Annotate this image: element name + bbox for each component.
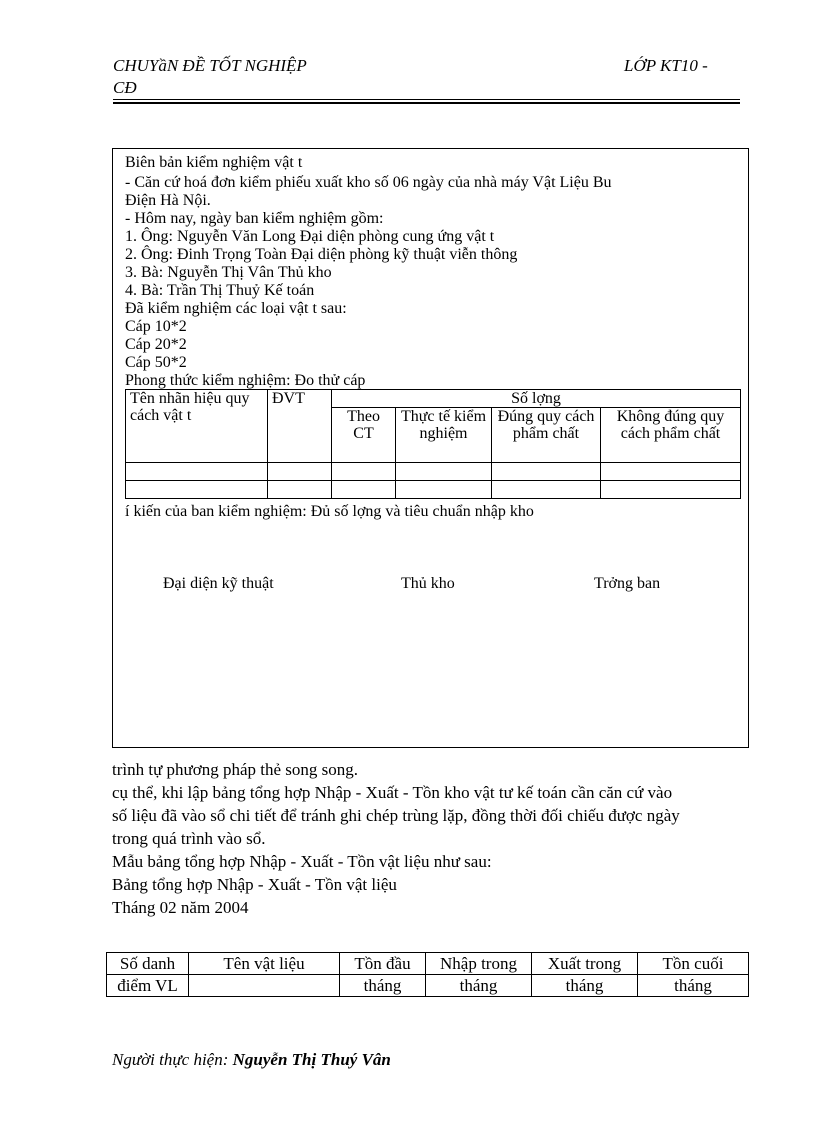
summary-header-cell: tháng	[340, 975, 426, 997]
minutes-line: 4. Bà: Trần Thị Thuỷ Kế toán	[125, 282, 315, 299]
body-line: Mẫu bảng tổng hợp Nhập - Xuất - Tồn vật liệu như sau:	[112, 852, 492, 871]
header-rule-thin	[113, 99, 740, 100]
col-unit-header: ĐVT	[268, 390, 332, 463]
table-date: Tháng 02 năm 2004	[112, 898, 249, 917]
header-left-line1: CHUYầN ĐỀ TỐT NGHIỆP	[113, 56, 307, 75]
footer-name: Nguyễn Thị Thuý Vân	[232, 1050, 391, 1069]
sub-col-header: Không đúng quy cách phẩm chất	[601, 408, 741, 463]
table-cell	[601, 481, 741, 499]
summary-header-cell	[189, 975, 340, 997]
summary-header-cell: điểm VL	[107, 975, 189, 997]
inspection-table	[125, 389, 741, 499]
minutes-line: Cáp 20*2	[125, 336, 187, 353]
summary-header-cell: Tồn cuối	[638, 953, 749, 975]
table-cell	[126, 481, 268, 499]
table-caption: Bảng tổng hợp Nhập - Xuất - Tồn vật liệu	[112, 875, 397, 894]
minutes-line: 3. Bà: Nguyễn Thị Vân Thủ kho	[125, 264, 332, 281]
minutes-line: - Căn cứ hoá đơn kiểm phiếu xuất kho số 06 ngày của nhà máy Vật Liệu Bu	[125, 174, 612, 191]
signature-technical-rep: Đại diện kỹ thuật	[163, 575, 274, 592]
minutes-line: - Hôm nay, ngày ban kiểm nghiệm gồm:	[125, 210, 384, 227]
summary-header-cell: Nhập trong	[426, 953, 532, 975]
summary-header-cell: Tồn đầu	[340, 953, 426, 975]
table-cell	[332, 463, 396, 481]
minutes-line: Cáp 50*2	[125, 354, 187, 371]
table-cell	[492, 463, 601, 481]
minutes-line: Cáp 10*2	[125, 318, 187, 335]
body-line: trong quá trình vào sổ.	[112, 829, 266, 848]
summary-header-cell: tháng	[532, 975, 638, 997]
table-cell	[332, 481, 396, 499]
footer-label: Người thực hiện:	[112, 1050, 229, 1069]
sub-col-header: Thực tế kiểm nghiệm	[396, 408, 492, 463]
body-line: cụ thể, khi lập bảng tổng hợp Nhập - Xuất - Tồn kho vật tư kế toán cần căn cứ vào	[112, 783, 673, 802]
signature-head: Trởng ban	[594, 575, 661, 592]
table-cell	[601, 463, 741, 481]
header-left-line2: CĐ	[113, 78, 137, 97]
table-cell	[396, 481, 492, 499]
table-cell	[396, 463, 492, 481]
summary-header-cell: Tên vật liệu	[189, 953, 340, 975]
quantity-group-header: Số lợng	[332, 390, 741, 408]
sub-col-header: Đúng quy cách phẩm chất	[492, 408, 601, 463]
minutes-line: Điện Hà Nội.	[125, 192, 211, 209]
body-line: số liệu đã vào sổ chi tiết để tránh ghi chép trùng lặp, đồng thời đối chiếu được ngày	[112, 806, 680, 825]
footer-author	[112, 1050, 391, 1070]
sub-col-header: Theo CT	[332, 408, 396, 463]
summary-header-cell: Xuất trong	[532, 953, 638, 975]
signature-storekeeper: Thủ kho	[401, 575, 455, 592]
table-cell	[268, 481, 332, 499]
minutes-line: Phong thức kiểm nghiệm: Đo thử cáp	[125, 372, 366, 389]
col-name-header: Tên nhãn hiệu quy cách vật t	[126, 390, 268, 463]
table-cell	[126, 463, 268, 481]
summary-table	[106, 952, 749, 997]
body-line: trình tự phương pháp thẻ song song.	[112, 760, 359, 779]
table-cell	[268, 463, 332, 481]
minutes-line: 1. Ông: Nguyễn Văn Long Đại diện phòng cung ứng vật t	[125, 228, 495, 245]
minutes-title: Biên bản kiểm nghiệm vật t	[125, 154, 303, 171]
minutes-line: 2. Ông: Đinh Trọng Toàn Đại diện phòng kỹ thuật viễn thông	[125, 246, 518, 263]
table-cell	[492, 481, 601, 499]
summary-header-cell: tháng	[638, 975, 749, 997]
inspection-opinion: í kiến của ban kiểm nghiệm: Đủ số lợng và tiêu chuẩn nhập kho	[125, 503, 534, 520]
summary-header-cell: tháng	[426, 975, 532, 997]
summary-header-cell: Số danh	[107, 953, 189, 975]
header-rule-thick	[113, 102, 740, 104]
inspection-minutes-box	[112, 148, 749, 748]
header-right: LỚP KT10 -	[624, 56, 708, 75]
minutes-line: Đã kiểm nghiệm các loại vật t sau:	[125, 300, 347, 317]
